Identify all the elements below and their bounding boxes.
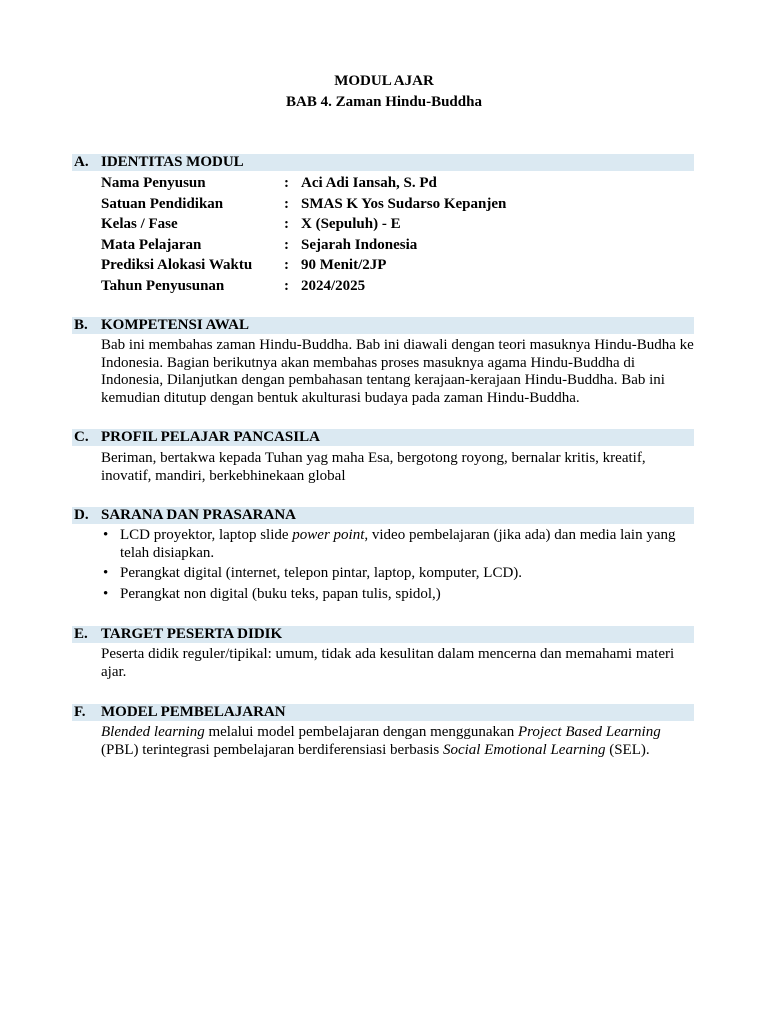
section-title: KOMPETENSI AWAL [101, 317, 249, 333]
section-c-header [72, 429, 694, 446]
identity-label: Nama Penyusun [101, 175, 206, 191]
section-title: IDENTITAS MODUL [101, 154, 244, 170]
section-title: SARANA DAN PRASARANA [101, 507, 297, 523]
list-item [101, 527, 697, 562]
item-text: , video pembelajaran (jika ada) dan media lain yang telah disiapkan. [120, 527, 676, 561]
section-letter: D. [74, 507, 89, 523]
section-f-header [72, 704, 694, 721]
identity-colon: : [284, 216, 289, 232]
section-d-header [72, 507, 694, 524]
section-title: TARGET PESERTA DIDIK [101, 626, 283, 642]
identity-colon: : [284, 175, 289, 191]
text-run: (PBL) terintegrasi pembelajaran berdiferensiasi berbasis [101, 741, 443, 758]
list-item [101, 565, 697, 583]
section-letter: F. [74, 704, 86, 720]
item-text: LCD proyektor, laptop slide [120, 527, 293, 543]
identity-colon: : [284, 278, 289, 294]
identity-colon: : [284, 237, 289, 253]
text-emphasis: Project Based Learning [517, 724, 661, 740]
identity-label: Tahun Penyusunan [101, 278, 225, 294]
identity-value: Sejarah Indonesia [301, 237, 418, 253]
bullet-icon: • [103, 565, 109, 581]
identity-colon: : [284, 257, 289, 273]
identity-value: SMAS K Yos Sudarso Kepanjen [301, 196, 507, 212]
identity-label: Mata Pelajaran [101, 237, 202, 253]
target-peserta-text: Peserta didik reguler/tipikal: umum, tidak ada kesulitan dalam mencerna dan memahami materi ajar. [101, 646, 675, 680]
kompetensi-awal-text: Bab ini membahas zaman Hindu-Buddha. Bab ini diawali dengan teori masuknya Hindu-Budha ke Indonesia. Bagian berikutnya akan membahas proses masuknya agama Hindu-Buddha di Indonesia, Dilanjutkan dengan pembahasan tentang kerajaan-kerajaan Hindu-Buddha. Bab ini kemudian ditutup dengan bentuk akulturasi budaya pada zaman Hindu-Buddha. [101, 337, 694, 406]
model-pembelajaran-text [101, 724, 697, 759]
section-e-header [72, 626, 694, 643]
identity-label: Prediksi Alokasi Waktu [101, 257, 253, 273]
item-text: Perangkat non digital (buku teks, papan tulis, spidol,) [120, 585, 441, 602]
list-item [101, 586, 697, 604]
section-title: MODEL PEMBELAJARAN [101, 704, 286, 720]
identity-colon: : [284, 196, 289, 212]
identity-value: 90 Menit/2JP [301, 257, 387, 273]
text-emphasis: Social Emotional Learning [442, 741, 606, 758]
section-letter: C. [74, 429, 89, 445]
section-b-header [72, 317, 694, 334]
section-letter: A. [74, 154, 89, 170]
text-run: (SEL). [605, 741, 650, 758]
section-title: PROFIL PELAJAR PANCASILA [101, 429, 320, 445]
text-run: melalui model pembelajaran dengan menggunakan [204, 724, 518, 740]
identity-value: Aci Adi Iansah, S. Pd [301, 175, 437, 191]
section-a-header [72, 154, 694, 171]
section-letter: E. [74, 626, 88, 642]
profil-pancasila-text: Beriman, bertakwa kepada Tuhan yag maha Esa, bergotong royong, bernalar kritis, kreatif, inovatif, mandiri, berkebhinekaan global [101, 450, 646, 484]
bullet-icon: • [103, 527, 109, 543]
identity-label: Satuan Pendidikan [101, 196, 224, 212]
identity-label: Kelas / Fase [101, 216, 178, 232]
identity-value: 2024/2025 [301, 278, 366, 294]
item-text: Perangkat digital (internet, telepon pintar, laptop, komputer, LCD). [120, 565, 523, 581]
item-emphasis: power point [292, 527, 365, 543]
doc-title: MODUL AJAR [334, 73, 434, 89]
bullet-icon: • [103, 585, 109, 602]
sarana-list [101, 527, 697, 606]
identity-value: X (Sepuluh) - E [301, 216, 401, 232]
doc-subtitle: BAB 4. Zaman Hindu-Buddha [286, 94, 482, 110]
text-emphasis: Blended learning [101, 724, 205, 740]
section-letter: B. [74, 317, 88, 333]
